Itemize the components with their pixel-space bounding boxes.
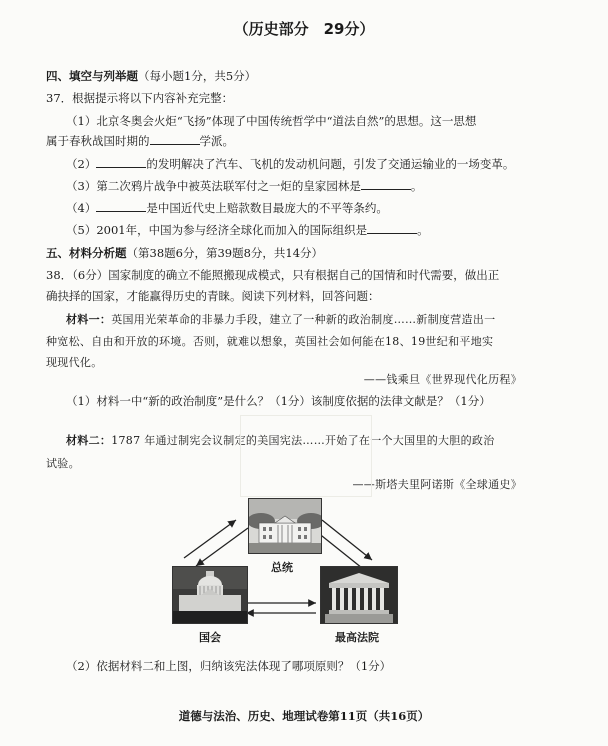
material-1-line3: 现现代化。 (46, 356, 103, 369)
arrow-congress-to-president (184, 520, 236, 558)
material-2-line1: 材料二：1787 年通过制宪会议制定的美国宪法……开始了在一个大国里的大胆的政治 (66, 434, 495, 447)
page-title: （历史部分 29分） (233, 20, 375, 38)
q37-item-5: （5）2001年，中国为参与经济全球化而加入的国际组织是 。 (66, 223, 429, 237)
supreme-court-photo (320, 566, 398, 624)
q37-item-2: （2） 的发明解决了汽车、飞机的发动机问题，引发了交通运输业的一场变革。 (66, 157, 515, 171)
q37-item-4: （4） 是中国近代史上赔款数目最庞大的不平等条约。 (66, 201, 388, 215)
material-2-line2: 试验。 (46, 457, 80, 470)
label-congress: 国会 (199, 631, 221, 644)
q37-item-1-line1: （1）北京冬奥会火炬“飞扬”体现了中国传统哲学中“道法自然”的思想。这一思想 (66, 114, 477, 128)
white-house-photo (248, 498, 322, 554)
q38-sub1: （1）材料一中“新的政治制度”是什么？（1分）该制度依据的法律文献是？（1分） (66, 394, 491, 408)
q38-sub2: （2）依据材料二和上图，归纳该宪法体现了哪项原则？（1分） (66, 659, 392, 673)
capitol-photo (172, 566, 248, 624)
q37-stem: 37．根据提示将以下内容补充完整： (46, 91, 234, 105)
material-1-line1: 材料一：英国用光荣革命的非暴力手段，建立了一种新的政治制度……新制度营造出一 (66, 313, 496, 326)
section-4-heading: 四、填空与列举题（每小题1分，共5分） (46, 69, 257, 83)
q37-item-3: （3）第二次鸦片战争中被英法联军付之一炬的皇家园林是 。 (66, 179, 423, 193)
arrow-president-to-court (322, 520, 372, 560)
q38-stem-line2: 确抉择的国家，才能赢得历史的青睐。阅读下列材料，回答问题： (46, 289, 380, 303)
label-president: 总统 (271, 561, 293, 574)
page-footer: 道德与法治、历史、地理试卷第11页（共16页） (178, 709, 430, 723)
material-2-source: ——斯塔夫里阿诺斯《全球通史》 (352, 478, 522, 491)
q37-item-1-line2: 属于春秋战国时期的 学派。 (46, 134, 234, 148)
q38-stem-line1: 38．（6分）国家制度的确立不能照搬现成模式，只有根据自己的国情和时代需要，做出正 (46, 268, 500, 282)
label-supreme-court: 最高法院 (335, 631, 379, 644)
material-1-line2: 种宽松、自由和开放的环境。否则，就难以想象，英国社会如何能在18、19世纪和平地实 (46, 335, 494, 348)
section-5-heading: 五、材料分析题（第38题6分，第39题8分，共14分） (46, 246, 324, 260)
material-1-source: ——钱乘旦《世界现代化历程》 (363, 373, 522, 386)
arrow-president-to-congress (196, 528, 248, 566)
